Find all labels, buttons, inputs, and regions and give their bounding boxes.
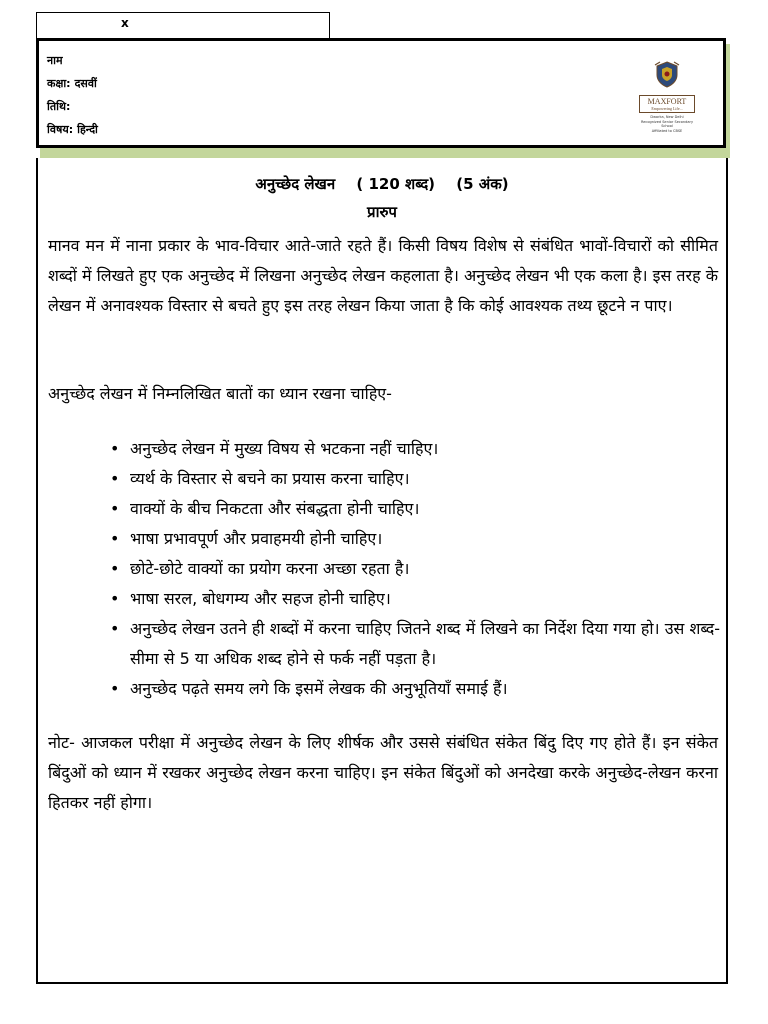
- logo-school-type: Recognized Senior Secondary School: [640, 119, 694, 128]
- logo-brand-box: [639, 95, 695, 113]
- header-shadow: [40, 148, 730, 158]
- class-value: दसवीं: [74, 77, 97, 90]
- logo-location: Dwarka, New Delhi: [650, 115, 684, 119]
- logo-affiliation: Affiliated to CBSE: [651, 128, 683, 133]
- school-logo: [635, 59, 699, 139]
- subject-value: हिन्दी: [77, 123, 98, 136]
- date-row: [47, 95, 98, 118]
- word-limit: ( 120 शब्द): [356, 175, 436, 193]
- class-row: [47, 72, 98, 95]
- logo-brand: MAXFORT: [647, 97, 687, 106]
- subject-row: [47, 118, 98, 141]
- top-tab-box: [36, 12, 330, 38]
- list-item: • अनुच्छेद लेखन उतने ही शब्दों में करना चाहिए जितने शब्द में लिखने का निर्देश दिया गया हो। उस शब्द-सीमा से 5 या अधिक शब्द होने से फर्क नहीं पड़ता है।: [110, 614, 720, 674]
- name-row: [47, 49, 98, 72]
- list-item: • व्यर्थ के विस्तार से बचने का प्रयास करना चाहिए।: [110, 464, 720, 494]
- list-item: • भाषा प्रभावपूर्ण और प्रवाहमयी होनी चाहिए।: [110, 524, 720, 554]
- list-item: • छोटे-छोटे वाक्यों का प्रयोग करना अच्छा रहता है।: [110, 554, 720, 584]
- class-label: कक्षा:: [47, 77, 71, 90]
- list-item: • भाषा सरल, बोधगम्य और सहज होनी चाहिए।: [110, 584, 720, 614]
- logo-tagline: Empowering Life...: [651, 106, 683, 111]
- tab-close-mark: x: [121, 16, 129, 30]
- points-list: [110, 434, 720, 704]
- list-item: • अनुच्छेद लेखन में मुख्य विषय से भटकना नहीं चाहिए।: [110, 434, 720, 464]
- page-title: [38, 174, 726, 194]
- marks: (5 अंक): [456, 175, 509, 193]
- name-label: नाम: [47, 54, 63, 67]
- worksheet-body: [36, 158, 728, 984]
- points-heading: अनुच्छेद लेखन में निम्नलिखित बातों का ध्यान रखना चाहिए-: [48, 384, 392, 403]
- intro-paragraph: मानव मन में नाना प्रकार के भाव-विचार आते-जाते रहते हैं। किसी विषय विशेष से संबंधित भावों-विचारों को सीमित शब्दों में लिखते हुए एक अनुच्छेद में लिखना अनुच्छेद लेखन कहलाता है। अनुच्छेद लेखन भी एक कला है। इस तरह के लेखन में अनावश्यक विस्तार से बचते हुए इस तरह लेखन किया जाता है कि कोई आवश्यक तथ्य छूटने न पाए।: [48, 236, 718, 315]
- subject-label: विषय:: [47, 123, 74, 136]
- header-shadow-side: [726, 44, 730, 154]
- worksheet-header: [36, 38, 726, 148]
- date-label: तिथि:: [47, 100, 71, 113]
- crest-icon: [652, 59, 682, 89]
- title-text: अनुच्छेद लेखन: [255, 175, 336, 193]
- list-item: • वाक्यों के बीच निकटता और संबद्धता होनी चाहिए।: [110, 494, 720, 524]
- logo-meta: [635, 115, 699, 133]
- note-paragraph: नोट- आजकल परीक्षा में अनुच्छेद लेखन के लिए शीर्षक और उससे संबंधित संकेत बिंदु दिए गए होते हैं। इन संकेत बिंदुओं को ध्यान में रखकर अनुच्छेद लेखन करना चाहिए। इन संकेत बिंदुओं को अनदेखा करके अनुच्छेद-लेखन करना हितकर नहीं होगा।: [48, 733, 718, 812]
- student-fields: [47, 49, 98, 141]
- list-item: • अनुच्छेद पढ़ते समय लगे कि इसमें लेखक की अनुभूतियाँ समाई हैं।: [110, 674, 720, 704]
- page-subtitle: प्रारुप: [367, 203, 397, 221]
